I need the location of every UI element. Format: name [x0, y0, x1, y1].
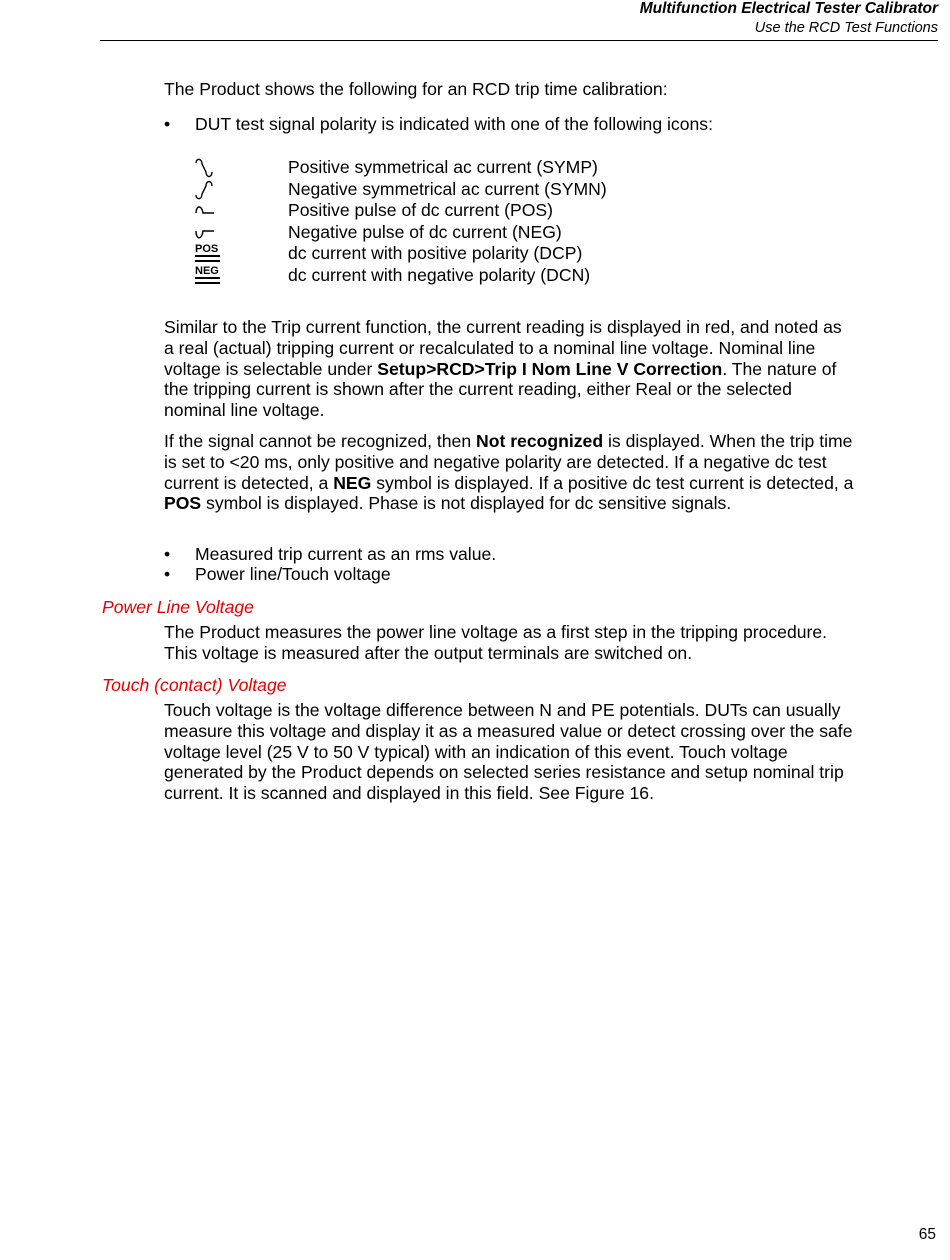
negative-pulse-dc-icon	[193, 222, 225, 244]
icon-label: Negative pulse of dc current (NEG)	[288, 221, 562, 242]
running-header-title: Multifunction Electrical Tester Calibrator	[639, 0, 938, 17]
icon-list-item	[193, 157, 893, 179]
dc-positive-polarity-text: POS	[195, 243, 219, 255]
bullet-text: Measured trip current as an rms value.	[195, 544, 497, 564]
paragraph-touch-voltage: Touch voltage is the voltage difference between N and PE potentials. DUTs can usually measure this voltage and display it as a measured value or detect crossing over the safe voltage level (25 V to 50 V typical) with an indication of this event. Touch voltage generated by the Product depends on selected series resistance and setup nominal trip current. It is scanned and displayed in this field. See Figure 16.	[164, 700, 853, 804]
icon-list-item	[193, 200, 893, 222]
bold-term: POS	[164, 493, 202, 514]
dc-negative-polarity-text: NEG	[195, 264, 219, 277]
paragraph-power-line-voltage: The Product measures the power line voltage as a first step in the tripping procedure. This voltage is measured after the output terminals are switched on.	[164, 622, 828, 663]
icon-label: dc current with negative polarity (DCN)	[288, 264, 591, 285]
icon-list-item	[193, 265, 893, 287]
intro-paragraph: The Product shows the following for an RCD trip time calibration:	[164, 79, 668, 99]
icon-list-item	[193, 222, 893, 244]
bold-term: Not recognized	[476, 431, 604, 451]
header-divider	[100, 40, 938, 41]
bullet-marker: •	[164, 544, 171, 564]
bullet-polarity-text: DUT test signal polarity is indicated with one of the following icons:	[195, 114, 713, 134]
text-run: is displayed. When the trip time is set to <20 ms, only positive and negative polarity are detected. If a negative dc test current is detected, a	[164, 431, 853, 493]
heading-power-line-voltage: Power Line Voltage	[102, 597, 254, 617]
menu-path: Setup>RCD>Trip I Nom Line V Correction	[377, 358, 723, 379]
positive-pulse-dc-icon	[193, 200, 225, 222]
dc-negative-polarity-icon	[193, 265, 225, 287]
paragraph-not-recognized	[164, 431, 854, 514]
bullet-marker: •	[164, 564, 171, 584]
text-run: . The nature of the tripping current is shown after the current reading, either Real or the selected nominal line voltage.	[164, 358, 837, 421]
icon-label: Positive symmetrical ac current (SYMP)	[288, 157, 598, 177]
icon-label: dc current with positive polarity (DCP)	[288, 243, 583, 263]
text-run: Similar to the Trip current function, the current reading is displayed in red, and noted as a real (actual) tripping current or recalculated to a nominal line voltage. Nominal line voltage is selectable under	[164, 317, 842, 379]
dc-positive-polarity-icon	[193, 243, 225, 265]
bullet-marker: •	[164, 114, 171, 134]
icon-list-item	[193, 179, 893, 201]
icon-list-item	[193, 243, 893, 265]
icon-label: Positive pulse of dc current (POS)	[288, 200, 553, 220]
bold-term: NEG	[333, 472, 372, 493]
paragraph-trip-current	[164, 317, 854, 421]
negative-symmetrical-ac-icon	[193, 179, 225, 201]
text-run: If the signal cannot be recognized, then	[164, 431, 477, 451]
running-header-subtitle: Use the RCD Test Functions	[754, 20, 938, 36]
positive-symmetrical-ac-icon	[193, 157, 225, 179]
dc-lines-icon	[195, 277, 220, 284]
dc-lines-icon	[195, 255, 220, 262]
bullet-text: Power line/Touch voltage	[195, 564, 391, 584]
text-run: symbol is displayed. If a positive dc test current is detected, a	[371, 472, 854, 493]
icon-label: Negative symmetrical ac current (SYMN)	[288, 178, 607, 199]
heading-touch-voltage: Touch (contact) Voltage	[102, 675, 287, 695]
page-number: 65	[918, 1226, 936, 1243]
text-run: symbol is displayed. Phase is not displayed for dc sensitive signals.	[201, 493, 732, 514]
